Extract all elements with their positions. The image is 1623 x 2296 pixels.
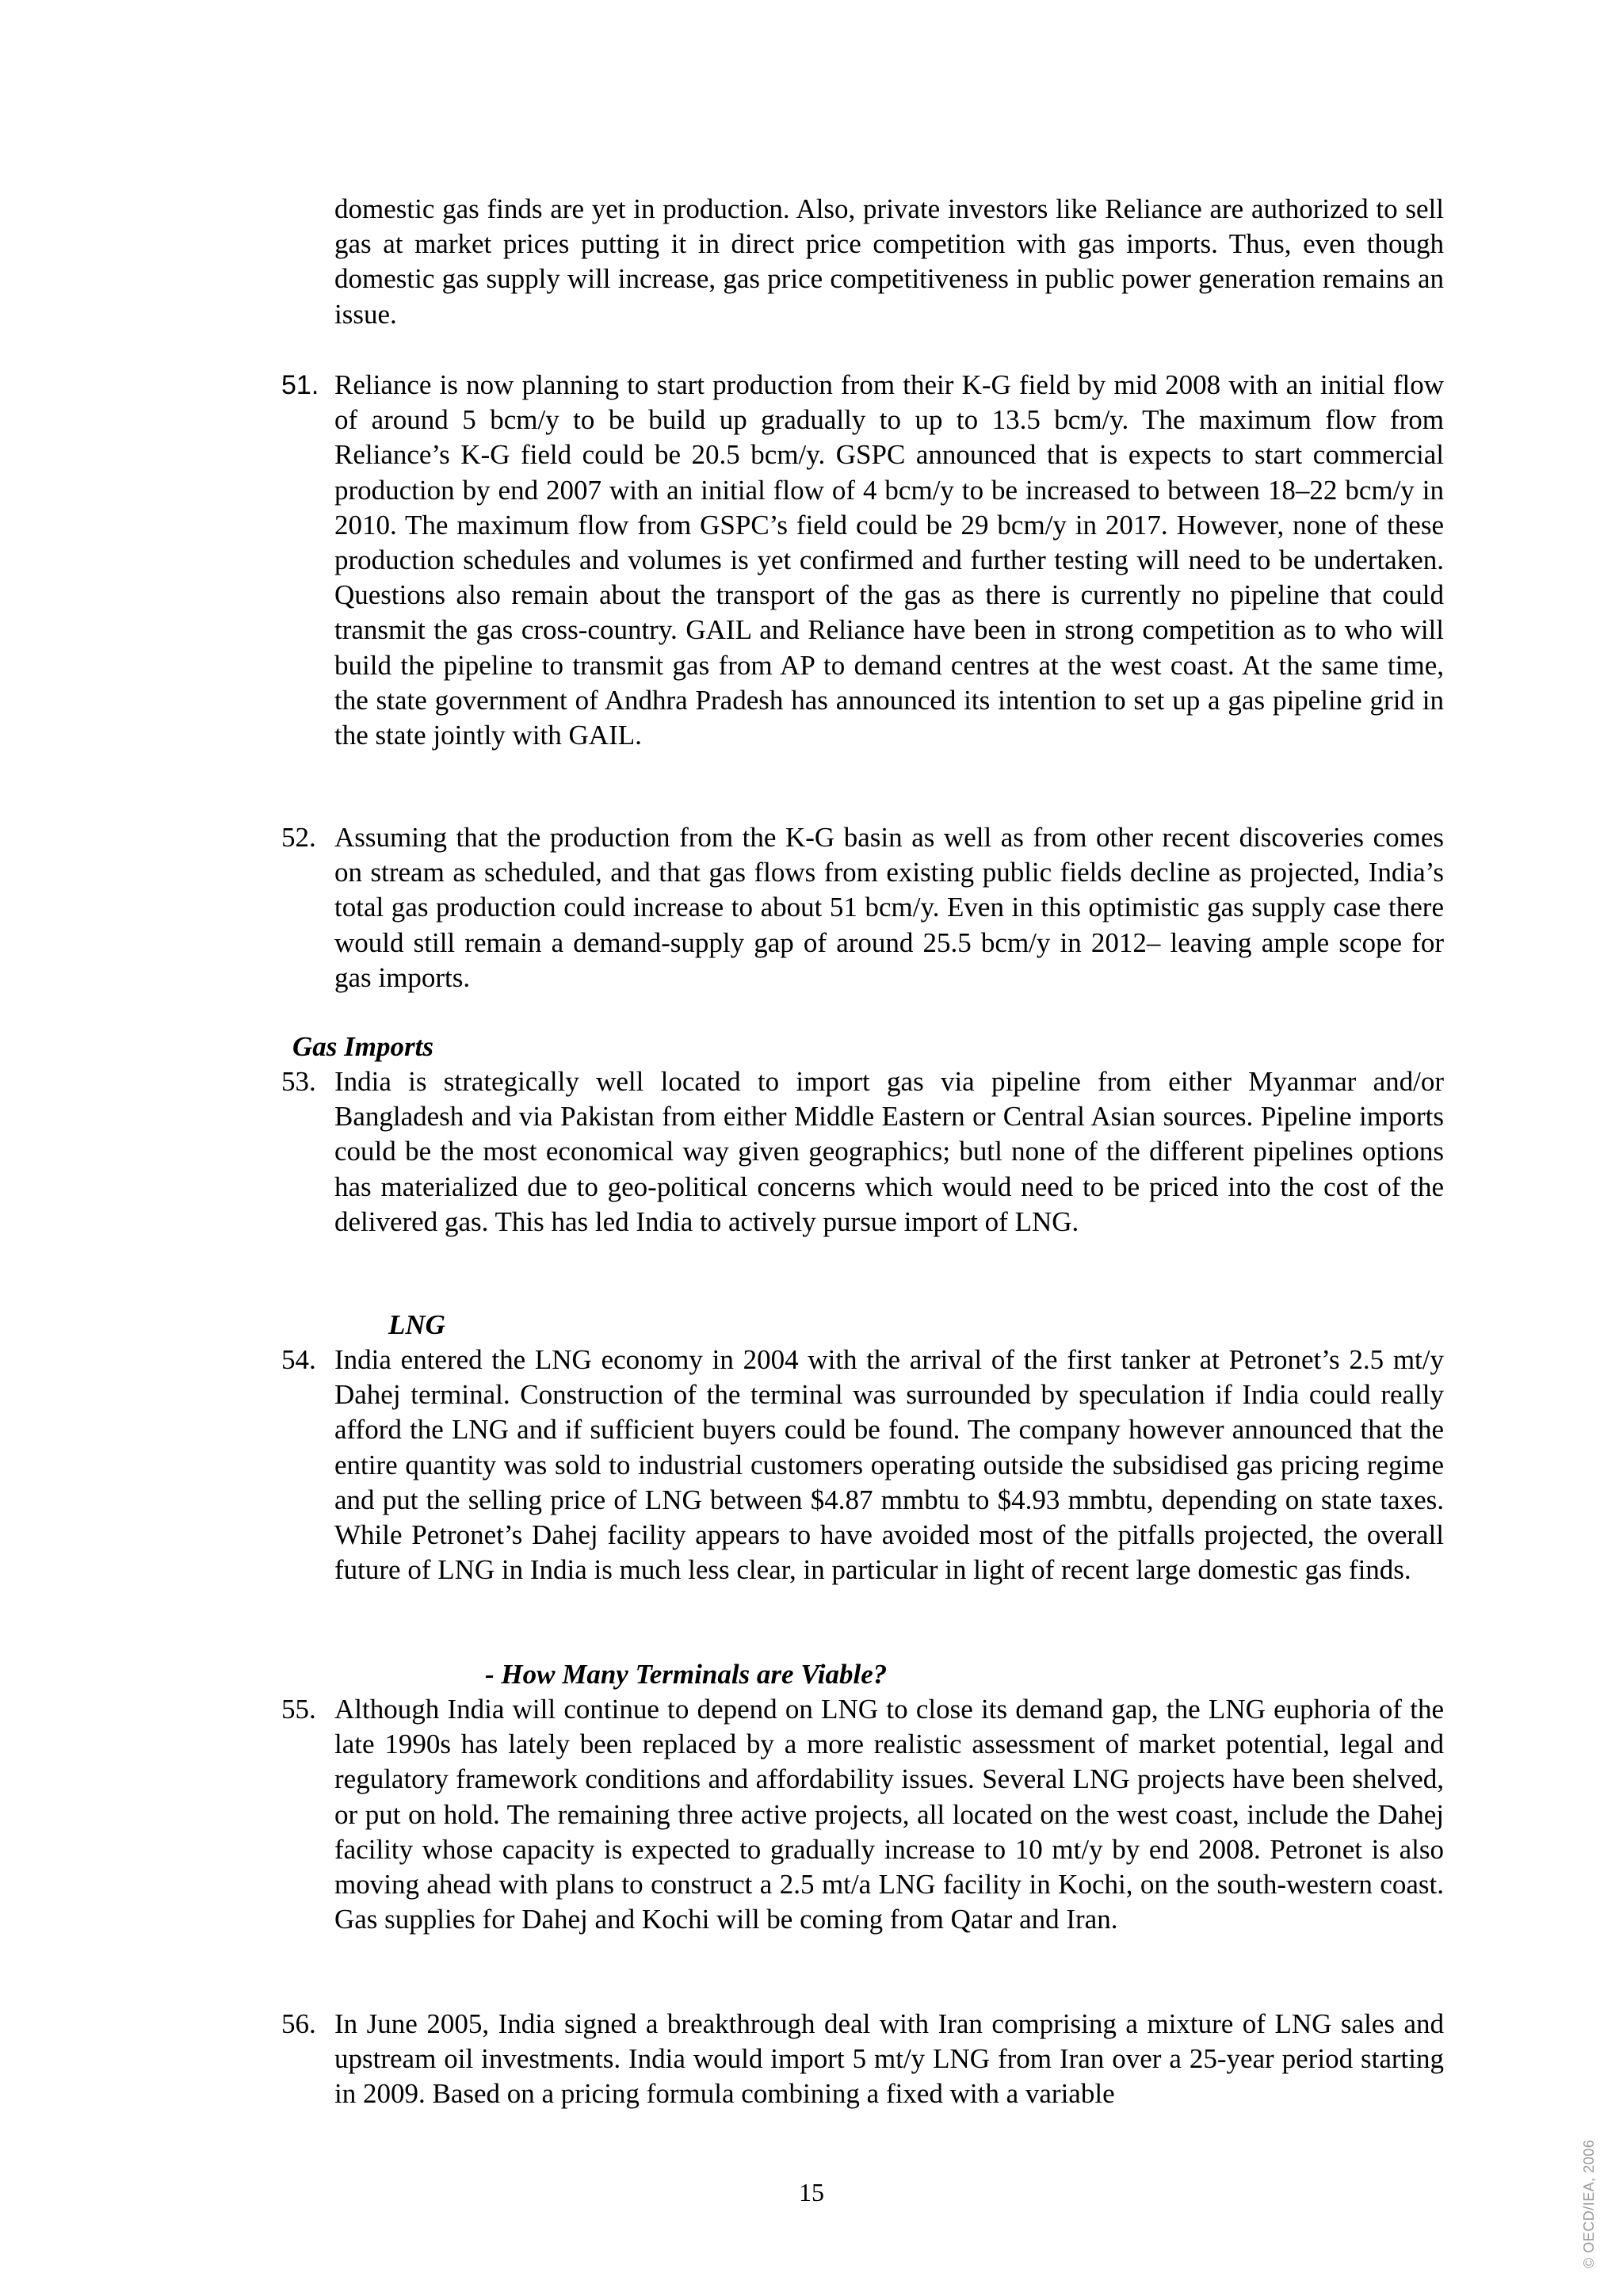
- paragraph-intro: domestic gas finds are yet in production. Also, private investors like Reliance are authorized to sell gas at market prices putting it in direct price competition with gas imports. Thus, even though domestic gas supply will increase, gas price competitiveness in public power generation remains an issue.: [334, 193, 1444, 330]
- paragraph-number-52: 52.: [281, 822, 316, 853]
- heading-gas-imports: Gas Imports: [292, 1031, 433, 1062]
- paragraph-56: In June 2005, India signed a breakthrough deal with Iran comprising a mixture of LNG sales and upstream oil investments. India would import 5 mt/y LNG from Iran over a 25-year period starting in 2009. Based on a pricing formula combining a fixed with a variable: [334, 2008, 1444, 2110]
- paragraph-53: India is strategically well located to import gas via pipeline from either Myanmar and/or Bangladesh and via Pakistan from either Middle Eastern or Central Asian sources. Pipeline imports could be the most economical way given geographics; butl none of the different pipelines options has materialized due to geo-political concerns which would need to be priced into the cost of the delivered gas. This has led India to actively pursue import of LNG.: [334, 1066, 1444, 1237]
- paragraph-number-54: 54.: [281, 1344, 316, 1375]
- paragraph-number-56: 56.: [281, 2008, 316, 2039]
- paragraph-51: Reliance is now planning to start production from their K-G field by mid 2008 with an initial flow of around 5 bcm/y to be build up gradually to up to 13.5 bcm/y. The maximum flow from Reliance’s K-G field could be 20.5 bcm/y. GSPC announced that is expects to start commercial production by end 2007 with an initial flow of 4 bcm/y to be increased to between 18–22 bcm/y in 2010. The maximum flow from GSPC’s field could be 29 bcm/y in 2017. However, none of these production schedules and volumes is yet confirmed and further testing will need to be undertaken. Questions also remain about the transport of the gas as there is currently no pipeline that could transmit the gas cross-country. GAIL and Reliance have been in strong competition as to who will build the pipeline to transmit gas from AP to demand centres at the west coast. At the same time, the state government of Andhra Pradesh has announced its intention to set up a gas pipeline grid in the state jointly with GAIL.: [334, 369, 1444, 751]
- paragraph-54: India entered the LNG economy in 2004 with the arrival of the first tanker at Petronet’s 2.5 mt/y Dahej terminal. Construction of the terminal was surrounded by speculation if India could really afford the LNG and if sufficient buyers could be found. The company however announced that the entire quantity was sold to industrial customers operating outside the subsidised gas pricing regime and put the selling price of LNG between $4.87 mmbtu to $4.93 mmbtu, depending on state taxes. While Petronet’s Dahej facility appears to have avoided most of the pitfalls projected, the overall future of LNG in India is much less clear, in particular in light of recent large domestic gas finds.: [334, 1344, 1444, 1586]
- heading-how-many-terminals: - How Many Terminals are Viable?: [485, 1659, 888, 1690]
- heading-lng: LNG: [388, 1309, 445, 1340]
- paragraph-number-51: 51.: [281, 370, 319, 400]
- paragraph-number-53: 53.: [281, 1066, 316, 1097]
- paragraph-55: Although India will continue to depend on LNG to close its demand gap, the LNG euphoria of the late 1990s has lately been replaced by a more realistic assessment of market potential, legal and regulatory framework conditions and affordability issues. Several LNG projects have been shelved, or put on hold. The remaining three active projects, all located on the west coast, include the Dahej facility whose capacity is expected to gradually increase to 10 mt/y by end 2008. Petronet is also moving ahead with plans to construct a 2.5 mt/a LNG facility in Kochi, on the south-western coast. Gas supplies for Dahej and Kochi will be coming from Qatar and Iran.: [334, 1694, 1444, 1935]
- paragraph-52: Assuming that the production from the K-G basin as well as from other recent discoveries comes on stream as scheduled, and that gas flows from existing public fields decline as projected, India’s total gas production could increase to about 51 bcm/y. Even in this optimistic gas supply case there would still remain a demand-supply gap of around 25.5 bcm/y in 2012– leaving ample scope for gas imports.: [334, 822, 1444, 993]
- page-number: 15: [799, 2178, 824, 2206]
- paragraph-number-55: 55.: [281, 1694, 316, 1725]
- copyright-watermark: © OECD/IEA, 2006: [1581, 2139, 1597, 2268]
